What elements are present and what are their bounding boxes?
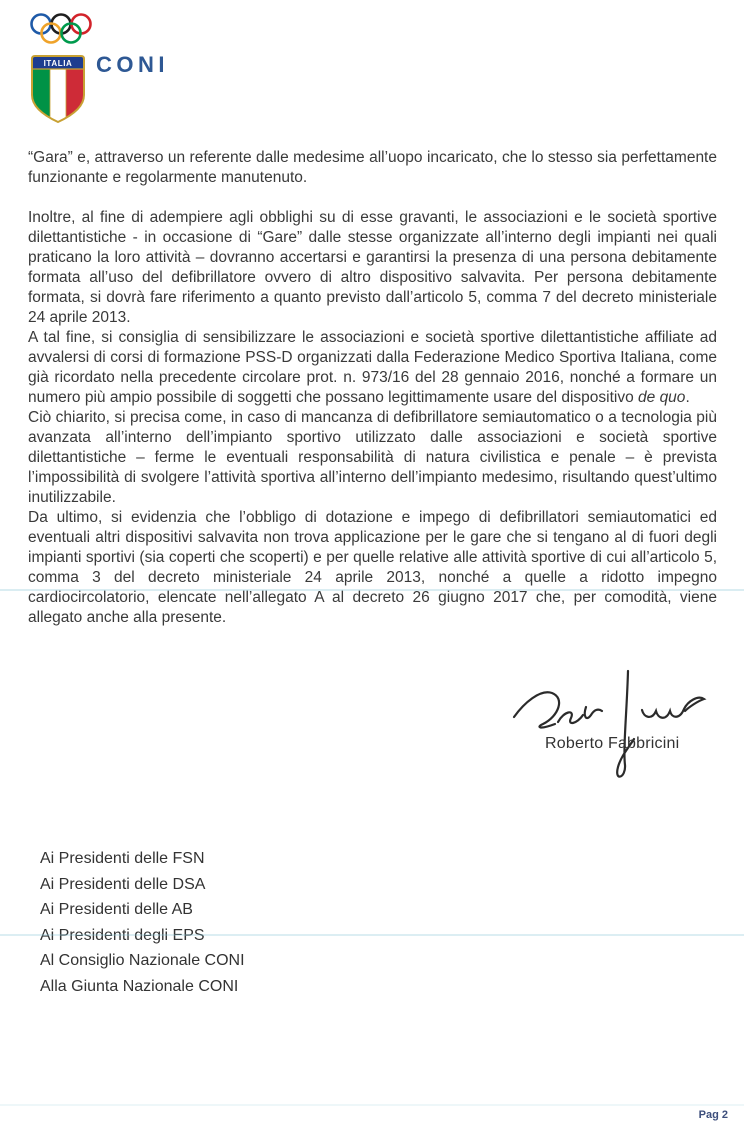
italia-shield-icon bbox=[31, 55, 85, 123]
recipient-line: Ai Presidenti degli EPS bbox=[40, 926, 205, 944]
recipient-line: Ai Presidenti delle AB bbox=[40, 901, 193, 919]
latin-phrase: de quo bbox=[638, 389, 686, 406]
recipient-line: Alla Giunta Nazionale CONI bbox=[40, 977, 239, 995]
recipient-line: Al Consiglio Nazionale CONI bbox=[40, 952, 245, 970]
coni-wordmark: CONI bbox=[96, 52, 169, 77]
signature-scribble-icon bbox=[498, 663, 716, 791]
signatory-name: Roberto Fabbricini bbox=[545, 735, 680, 752]
paragraph-a-tal-fine-text: A tal fine, si consiglia di sensibilizzare le associazioni e società sportive dilettantistiche affiliate ad avvalersi di corsi di formazione PSS-D organizzati dalla Federazione Medico Sportiva Italiana, come già ricordato nella precedente circolare prot. n. 973/16 del 28 gennaio 2016, nonché a formare un numero più ampio possibile di soggetti che possano legittimamente usare del dispositivo bbox=[28, 329, 717, 406]
olympic-rings-icon bbox=[32, 15, 91, 43]
recipient-line: Ai Presidenti delle DSA bbox=[40, 875, 206, 893]
paragraph-a-tal-fine-end: . bbox=[685, 389, 690, 406]
recipient-line: Ai Presidenti delle FSN bbox=[40, 850, 205, 867]
page-number: Pag 2 bbox=[698, 1109, 728, 1121]
paragraph-cio-chiarito: Ciò chiarito, si precisa come, in caso di mancanza di defibrillatore semiautomatico o a tecnologia più avanzata all’interno dell’impianto sportivo utilizzato dalle associazioni e società sportive dilettantistiche – ferme le eventuali responsabilità di natura civilistica e penale – è prevista l’impossibilità di svolgere l’attività sportiva all’interno dell’impianto medesimo, risultando quest’ultimo inutilizzabile. bbox=[28, 409, 717, 506]
paragraph-gara: “Gara” e, attraverso un referente dalle medesime all’uopo incaricato, che lo stesso sia perfettamente funzionante e regolarmente manutenuto. bbox=[28, 149, 717, 186]
paragraph-inoltre: Inoltre, al fine di adempiere agli obblighi su di esse gravanti, le associazioni e le società sportive dilettantistiche - in occasione di “Gare” dalle stesse organizzate all’interno degli impianti nei quali praticano la loro attività – dovranno accertarsi e garantirsi la presenza di una persona debitamente formata all’uso del defibrillatore ovvero di altro dispositivo salvavita. Per persona debitamente formata, si dovrà fare riferimento a quanto previsto dall’articolo 5, comma 7 del decreto ministeriale 24 aprile 2013. bbox=[28, 209, 717, 326]
coni-logo bbox=[28, 10, 198, 130]
scan-artifact-line bbox=[0, 1104, 744, 1106]
paragraph-da-ultimo: Da ultimo, si evidenzia che l’obbligo di dotazione e impego di defibrillatori semiautomatici ed eventuali altri dispositivi salvavita non trova applicazione per le gare che si tengano al di fuori degli impianti sportivi (sia coperti che scoperti) e per quelle relative alle attività sportive di cui all’articolo 5, comma 3 del decreto ministeriale 24 aprile 2013, nonché a quelle a ridotto impegno cardiocircolatorio, elencate nell’allegato A al decreto 26 giugno 2017 che, per comodità, viene allegato anche alla presente. bbox=[28, 509, 717, 626]
paragraph-a-tal-fine bbox=[28, 328, 717, 408]
letter-body bbox=[28, 148, 717, 628]
recipients-list bbox=[40, 846, 245, 1000]
shield-label: ITALIA bbox=[43, 59, 73, 68]
